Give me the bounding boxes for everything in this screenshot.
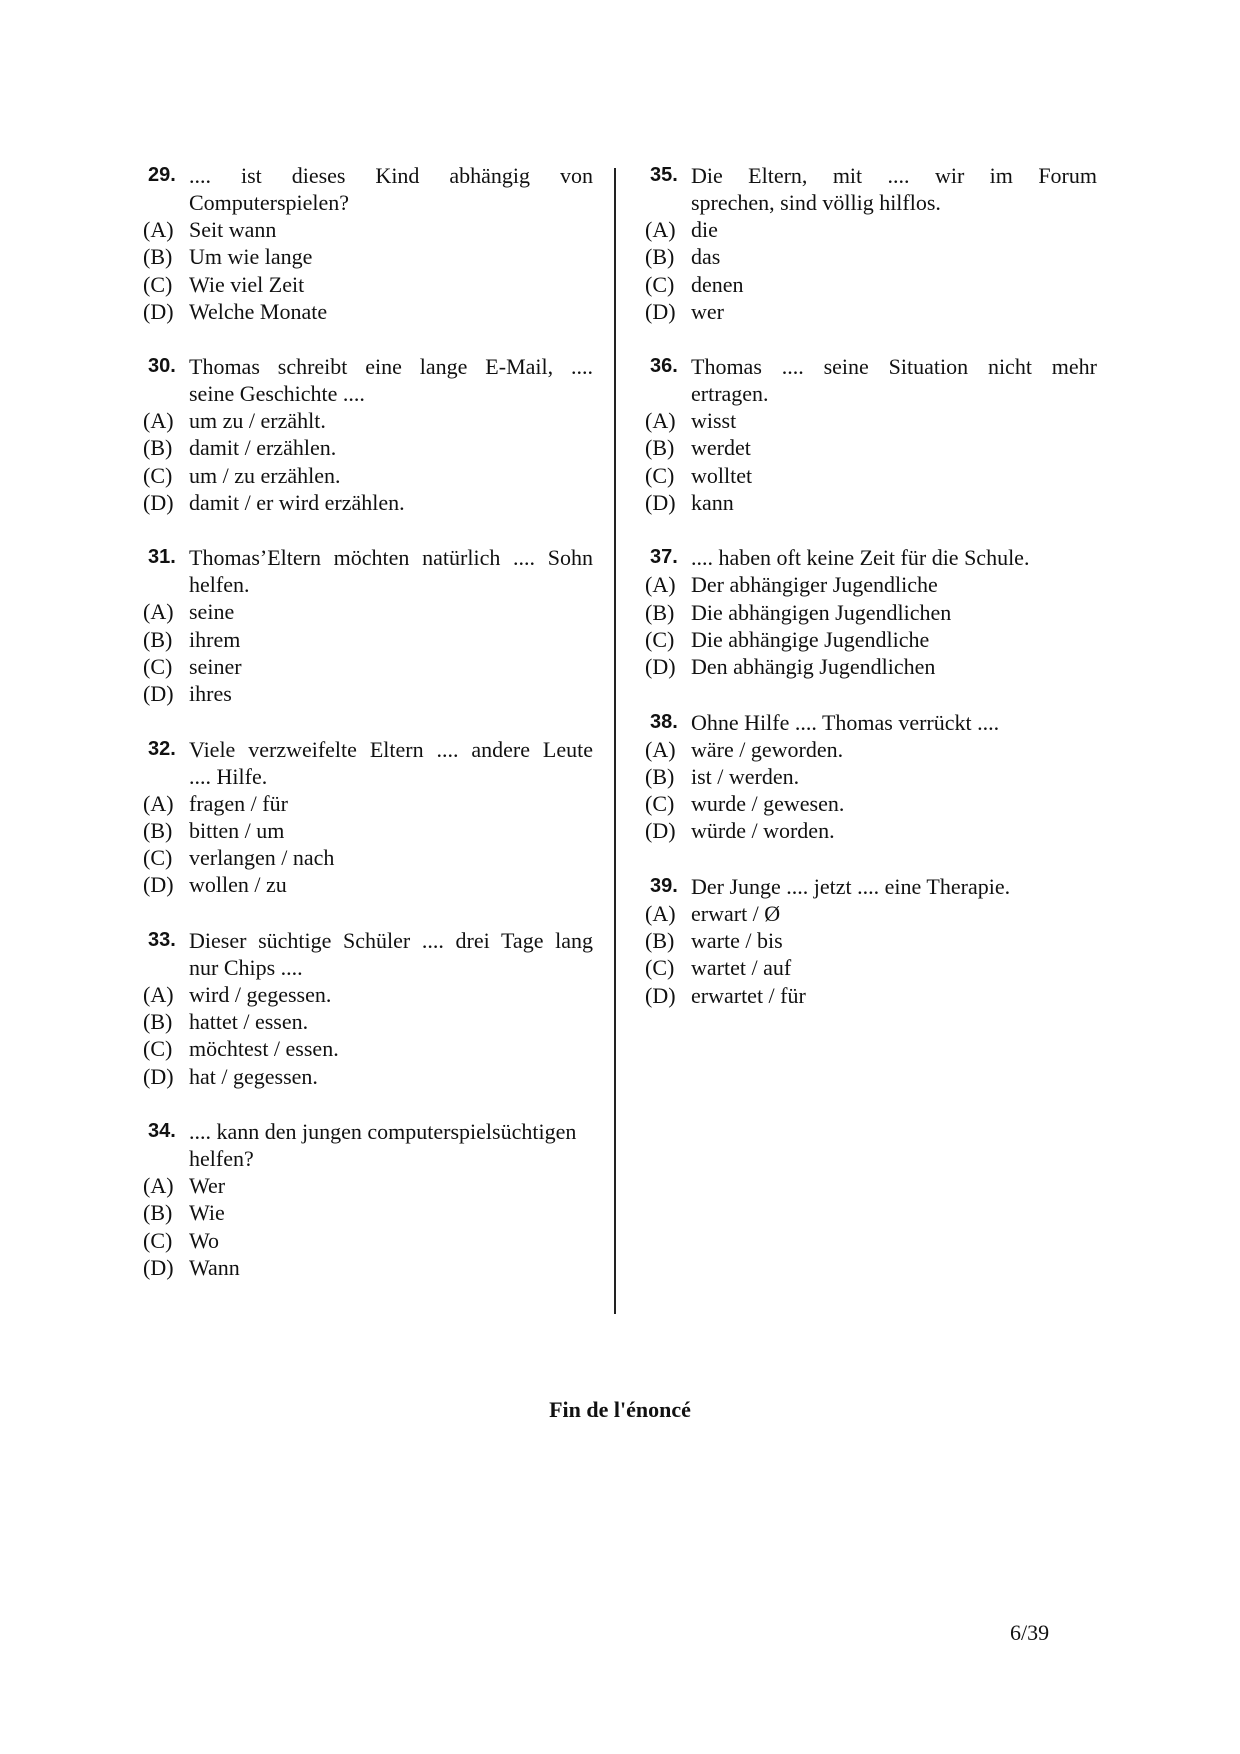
column-divider (614, 168, 616, 1314)
answer-option-b (143, 626, 593, 653)
question-text: Thomas’Eltern möchten natürlich .... Sohn (189, 545, 593, 571)
option-letter: (C) (143, 653, 173, 679)
option-text: um / zu erzählen. (189, 462, 341, 488)
answer-option-a (143, 598, 593, 625)
answer-option-a (143, 1172, 593, 1199)
option-text: Wie (189, 1200, 225, 1226)
question-number: 38. (650, 710, 678, 733)
answer-option-a (645, 216, 1097, 243)
option-text: die (691, 217, 718, 242)
answer-options (143, 407, 593, 516)
option-text: Welche Monate (189, 298, 328, 324)
option-letter: (B) (645, 928, 675, 954)
option-letter: (A) (143, 408, 174, 434)
question-text: Der Junge .... jetzt .... eine Therapie. (691, 873, 1011, 899)
option-letter: (A) (645, 736, 676, 762)
answer-option-a (645, 900, 1097, 927)
answer-option-d (143, 489, 593, 516)
option-text: fragen / für (189, 790, 288, 816)
answer-option-a (645, 407, 1097, 434)
answer-options (645, 900, 1097, 1009)
option-letter: (C) (143, 462, 173, 488)
question-stem (143, 1118, 593, 1172)
answer-options (143, 216, 593, 325)
question-text-continued: ertragen. (691, 381, 769, 407)
question-stem (645, 353, 1097, 407)
answer-option-b (645, 599, 1097, 626)
answer-option-c (143, 653, 593, 680)
answer-option-b (645, 927, 1097, 954)
option-text: um zu / erzählt. (189, 408, 326, 434)
answer-option-d (143, 1063, 593, 1090)
option-text: Die abhängigen Jugendlichen (691, 599, 952, 625)
option-letter: (B) (143, 1009, 173, 1035)
question-number: 30. (148, 355, 176, 378)
option-letter: (C) (645, 271, 675, 297)
option-text: damit / erzählen. (189, 435, 337, 461)
option-letter: (A) (645, 572, 676, 598)
question-number: 35. (650, 164, 678, 186)
answer-option-a (645, 571, 1097, 598)
answer-option-d (645, 489, 1097, 516)
option-letter: (D) (645, 298, 676, 324)
option-letter: (B) (143, 244, 173, 270)
question-stem (143, 162, 593, 216)
answer-options (143, 981, 593, 1090)
question-32 (143, 736, 593, 899)
option-letter: (B) (143, 626, 173, 652)
answer-options (645, 216, 1097, 325)
question-stem (645, 544, 1097, 571)
option-letter: (D) (143, 681, 174, 707)
question-30 (143, 353, 593, 516)
question-stem (143, 927, 593, 981)
question-text: .... ist dieses Kind abhängig von (189, 163, 593, 188)
question-number: 33. (148, 928, 176, 951)
question-text-continued: helfen. (189, 572, 250, 598)
option-letter: (B) (645, 599, 675, 625)
option-letter: (A) (143, 1172, 174, 1198)
answer-option-b (143, 1008, 593, 1035)
option-text: wolltet (691, 462, 753, 488)
option-text: Wie viel Zeit (189, 271, 305, 297)
answer-option-c (645, 626, 1097, 653)
option-text: warte / bis (691, 928, 783, 954)
question-stem (645, 873, 1097, 900)
question-text-continued: .... Hilfe. (189, 763, 268, 789)
question-39 (645, 873, 1097, 1009)
answer-option-b (143, 817, 593, 844)
answer-option-b (143, 243, 593, 270)
question-number: 37. (650, 546, 678, 569)
page-number: 6/39 (1010, 1620, 1050, 1645)
answer-option-d (645, 653, 1097, 680)
option-text: ihrem (189, 626, 241, 652)
option-letter: (C) (143, 1036, 173, 1062)
option-text: ihres (189, 681, 232, 707)
option-text: Seit wann (189, 217, 277, 242)
option-text: wer (691, 298, 724, 324)
question-34 (143, 1118, 593, 1281)
option-letter: (C) (143, 1227, 173, 1253)
option-letter: (A) (645, 217, 676, 242)
option-text: erwartet / für (691, 982, 806, 1008)
option-letter: (C) (645, 955, 675, 981)
answer-option-c (143, 1227, 593, 1254)
option-text: möchtest / essen. (189, 1036, 339, 1062)
question-37 (645, 544, 1097, 680)
option-letter: (D) (645, 982, 676, 1008)
option-text: wurde / gewesen. (691, 791, 845, 817)
option-text: Wo (189, 1227, 220, 1253)
end-of-exam-note: Fin de l'énoncé (549, 1397, 691, 1422)
option-letter: (D) (645, 818, 676, 844)
option-text: ist / werden. (691, 763, 800, 789)
option-text: wäre / geworden. (691, 736, 844, 762)
option-text: verlangen / nach (189, 845, 335, 871)
question-text-continued: seine Geschichte .... (189, 381, 365, 407)
answer-option-c (143, 271, 593, 298)
answer-option-d (143, 1254, 593, 1281)
option-letter: (D) (143, 1254, 174, 1280)
option-letter: (A) (143, 790, 174, 816)
answer-options (645, 407, 1097, 516)
option-text: Die abhängige Jugendliche (691, 626, 930, 652)
answer-option-c (143, 1035, 593, 1062)
question-text: Ohne Hilfe .... Thomas verrückt .... (691, 709, 1000, 735)
option-text: wollen / zu (189, 872, 287, 898)
answer-option-d (143, 298, 593, 325)
option-text: das (691, 244, 721, 270)
option-text: kann (691, 490, 734, 516)
option-text: Der abhängiger Jugendliche (691, 572, 938, 598)
option-text: Wann (189, 1254, 240, 1280)
option-text: würde / worden. (691, 818, 835, 844)
option-letter: (A) (143, 599, 174, 625)
option-text: Um wie lange (189, 244, 313, 270)
question-number: 39. (650, 874, 678, 897)
option-letter: (B) (143, 817, 173, 843)
option-text: Den abhängig Jugendlichen (691, 654, 936, 680)
option-text: Wer (189, 1172, 226, 1198)
option-text: hattet / essen. (189, 1009, 309, 1035)
option-letter: (C) (143, 845, 173, 871)
option-text: hat / gegessen. (189, 1063, 318, 1089)
answer-option-c (645, 271, 1097, 298)
option-text: wisst (691, 408, 737, 434)
option-text: denen (691, 271, 744, 297)
option-letter: (D) (645, 654, 676, 680)
option-text: wartet / auf (691, 955, 792, 981)
option-text: damit / er wird erzählen. (189, 490, 405, 516)
question-text: Dieser süchtige Schüler .... drei Tage lang (189, 927, 593, 953)
answer-option-b (645, 763, 1097, 790)
option-letter: (C) (645, 462, 675, 488)
question-35 (645, 162, 1097, 325)
question-text-continued: Computerspielen? (189, 190, 350, 215)
answer-option-d (143, 871, 593, 898)
question-stem (143, 544, 593, 598)
option-letter: (B) (143, 1200, 173, 1226)
answer-option-b (143, 1199, 593, 1226)
question-number: 34. (148, 1119, 176, 1142)
answer-option-b (645, 243, 1097, 270)
option-letter: (D) (143, 298, 174, 324)
question-text: Thomas .... seine Situation nicht mehr (691, 354, 1097, 380)
option-text: seine (189, 599, 235, 625)
question-text-continued: sprechen, sind völlig hilflos. (691, 190, 941, 215)
question-38 (645, 709, 1097, 845)
option-letter: (B) (645, 435, 675, 461)
option-letter: (D) (143, 1063, 174, 1089)
option-letter: (C) (645, 791, 675, 817)
question-text: Viele verzweifelte Eltern .... andere Leute (189, 736, 593, 762)
question-stem (143, 353, 593, 407)
question-stem (143, 736, 593, 790)
option-text: werdet (691, 435, 751, 461)
option-text: wird / gegessen. (189, 981, 332, 1007)
question-text: Thomas schreibt eine lange E-Mail, .... (189, 354, 593, 380)
option-letter: (A) (645, 900, 676, 926)
question-text-continued: helfen? (189, 1145, 254, 1171)
question-36 (645, 353, 1097, 516)
question-text: .... haben oft keine Zeit für die Schule. (691, 545, 1030, 571)
answer-option-a (645, 736, 1097, 763)
answer-option-d (143, 680, 593, 707)
option-letter: (D) (143, 872, 174, 898)
question-29 (143, 162, 593, 325)
option-text: erwart / Ø (691, 900, 781, 926)
option-letter: (C) (143, 271, 173, 297)
question-stem (645, 162, 1097, 216)
option-letter: (A) (143, 217, 174, 242)
option-letter: (D) (645, 490, 676, 516)
answer-option-c (645, 462, 1097, 489)
option-letter: (A) (143, 981, 174, 1007)
option-letter: (D) (143, 490, 174, 516)
option-text: seiner (189, 653, 242, 679)
answer-option-d (645, 982, 1097, 1009)
right-question-column (645, 162, 1097, 1037)
question-text: Die Eltern, mit .... wir im Forum (691, 163, 1097, 188)
answer-options (143, 1172, 593, 1281)
question-number: 36. (650, 355, 678, 378)
answer-option-a (143, 981, 593, 1008)
option-letter: (B) (143, 435, 173, 461)
answer-option-a (143, 790, 593, 817)
question-stem (645, 709, 1097, 736)
option-letter: (B) (645, 244, 675, 270)
question-number: 29. (148, 164, 176, 186)
answer-options (143, 790, 593, 899)
answer-option-c (645, 790, 1097, 817)
left-question-column (143, 162, 593, 1309)
option-text: bitten / um (189, 817, 285, 843)
answer-option-b (645, 434, 1097, 461)
answer-options (143, 598, 593, 707)
option-letter: (A) (645, 408, 676, 434)
answer-option-b (143, 434, 593, 461)
answer-option-a (143, 407, 593, 434)
question-text-continued: nur Chips .... (189, 954, 303, 980)
answer-option-d (645, 298, 1097, 325)
question-text: .... kann den jungen computerspielsüchtigen (189, 1118, 577, 1144)
question-number: 32. (148, 737, 176, 760)
answer-options (645, 571, 1097, 680)
answer-option-c (143, 844, 593, 871)
answer-option-c (645, 954, 1097, 981)
answer-option-a (143, 216, 593, 243)
question-33 (143, 927, 593, 1090)
question-number: 31. (148, 546, 176, 569)
question-31 (143, 544, 593, 707)
option-letter: (B) (645, 763, 675, 789)
answer-option-d (645, 817, 1097, 844)
option-letter: (C) (645, 626, 675, 652)
answer-option-c (143, 462, 593, 489)
answer-options (645, 736, 1097, 845)
